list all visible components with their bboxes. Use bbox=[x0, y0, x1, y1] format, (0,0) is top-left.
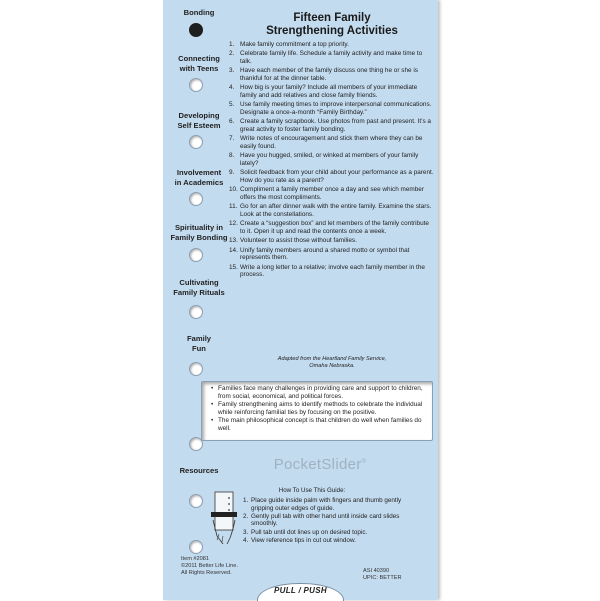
punch-hole bbox=[189, 540, 203, 554]
list-item bbox=[243, 537, 408, 545]
credit-line: Adapted from the Heartland Family Service, bbox=[277, 356, 387, 362]
list-item-number: 12. bbox=[229, 220, 238, 228]
tab-label-line: Family bbox=[186, 334, 212, 343]
list-item bbox=[229, 118, 434, 133]
tab-label-line: Developing bbox=[178, 111, 220, 120]
list-item bbox=[229, 67, 434, 82]
brand-name: PocketSlider bbox=[273, 456, 362, 473]
list-item-text: Volunteer to assist those without families. bbox=[240, 237, 357, 245]
step-text: Gently pull tab with other hand until inside card slides smoothly. bbox=[251, 512, 400, 528]
topic-dot-indicator bbox=[189, 23, 203, 37]
list-item bbox=[243, 513, 408, 528]
howto-steps bbox=[243, 497, 408, 545]
source-credit bbox=[232, 356, 432, 370]
list-item-number: 7. bbox=[229, 135, 235, 143]
punch-hole bbox=[189, 362, 203, 376]
punch-hole bbox=[189, 192, 203, 206]
list-item: • The main philosophical concept is that children do well when families do well. bbox=[211, 417, 429, 432]
credit-line: Omaha Nebraska. bbox=[309, 363, 355, 369]
step-number: 3. bbox=[243, 528, 249, 536]
list-item-number: 1. bbox=[229, 41, 235, 48]
list-item-text: Celebrate family life. Schedule a family activity and make time to talk. bbox=[240, 50, 423, 65]
list-item-number: 4. bbox=[229, 84, 235, 92]
upic-code: UPIC: BETTER bbox=[363, 575, 402, 581]
title-line: Fifteen Family bbox=[293, 12, 371, 24]
list-item-number: 5. bbox=[229, 101, 235, 109]
footer-codes bbox=[363, 568, 423, 582]
tab-connecting-with-teens[interactable] bbox=[168, 54, 230, 73]
tab-label-line: Connecting bbox=[178, 54, 220, 63]
punch-hole bbox=[189, 305, 203, 319]
tab-developing-self-esteem[interactable] bbox=[168, 111, 230, 130]
list-item-text: Create a “suggestion box” and let members of the family contribute to it. Open it up and read the contents once a week. bbox=[240, 220, 429, 235]
list-item bbox=[229, 220, 434, 235]
list-item-text: Unify family members around a shared motto or symbol that represents them. bbox=[240, 246, 410, 262]
tab-spirituality-in-family-bonding[interactable] bbox=[168, 223, 230, 242]
copyright-text: ©2011 Better Life Line. bbox=[181, 563, 238, 569]
list-item bbox=[229, 203, 434, 218]
step-number: 4. bbox=[243, 536, 249, 544]
tab-cultivating-family-rituals[interactable] bbox=[168, 278, 230, 297]
list-item bbox=[229, 84, 434, 99]
list-item-text: Have you hugged, smiled, or winked at members of your family lately? bbox=[240, 152, 419, 167]
list-item-text: Create a family scrapbook. Use photos from past and present. It’s a great activity to foster family bonding. bbox=[240, 118, 431, 133]
list-item bbox=[229, 152, 434, 167]
punch-hole bbox=[189, 494, 203, 508]
list-item-text: Have each member of the family discuss one thing he or she is thankful for at the dinner table. bbox=[240, 67, 418, 82]
punch-hole bbox=[189, 78, 203, 92]
footer-copyright bbox=[181, 556, 261, 577]
tab-label-line: Self Esteem bbox=[177, 120, 221, 130]
tab-involvement-in-academics[interactable] bbox=[168, 168, 230, 187]
list-item bbox=[229, 264, 434, 279]
list-item-text: Go for an after dinner walk with the entire family. Examine the stars. Look at the constellations. bbox=[240, 203, 432, 218]
list-item-text: Make family commitment a top priority. bbox=[240, 41, 349, 48]
list-item-number: 3. bbox=[229, 67, 235, 75]
tab-label-line: Family Rituals bbox=[173, 287, 225, 297]
list-item-text: How big is your family? Include all members of your immediate family and add relatives and close family friends. bbox=[240, 84, 418, 99]
hand-holding-guide-icon bbox=[205, 490, 243, 548]
tab-bonding[interactable] bbox=[168, 8, 230, 18]
brand-logo bbox=[225, 456, 415, 473]
list-item bbox=[243, 497, 408, 512]
list-item: • Families face many challenges in providing care and support to children, from social, economical, and political forces. bbox=[211, 385, 429, 400]
rights-text: All Rights Reserved. bbox=[181, 570, 232, 576]
step-number: 1. bbox=[243, 497, 249, 504]
list-item-number: 9. bbox=[229, 169, 235, 177]
tab-label-line: with Teens bbox=[179, 63, 219, 73]
list-item-number: 6. bbox=[229, 118, 235, 126]
tab-label-line: in Academics bbox=[174, 177, 224, 187]
tab-label-line: Family Bonding bbox=[170, 232, 228, 242]
page-title bbox=[232, 12, 432, 38]
list-item-text: Compliment a family member once a day and see which member offers the most compliments. bbox=[240, 186, 424, 201]
list-item-number: 13. bbox=[229, 237, 238, 245]
list-item-number: 10. bbox=[229, 186, 238, 194]
tab-label-line: Fun bbox=[192, 343, 206, 353]
step-text: View reference tips in cut out window. bbox=[251, 536, 356, 544]
list-item bbox=[243, 529, 408, 537]
list-item-text: Use family meeting times to improve interpersonal communications. Designate a once-a-month “Family Birthday.” bbox=[240, 101, 432, 116]
list-item bbox=[229, 50, 434, 65]
pull-tab-label[interactable]: PULL / PUSH bbox=[274, 586, 327, 595]
list-item-number: 8. bbox=[229, 152, 235, 160]
list-item-number: 15. bbox=[229, 263, 238, 271]
title-line: Strengthening Activities bbox=[266, 25, 398, 37]
list-item bbox=[229, 101, 434, 116]
cutout-window bbox=[201, 381, 433, 441]
asi-code: ASI 40390 bbox=[363, 568, 390, 574]
tab-label-line: Involvement bbox=[176, 168, 222, 177]
list-item-number: 11. bbox=[229, 203, 238, 211]
registered-mark: ® bbox=[361, 459, 367, 465]
list-item bbox=[229, 247, 434, 262]
list-item bbox=[229, 186, 434, 201]
window-tips-list bbox=[211, 385, 429, 433]
activities-list bbox=[229, 41, 434, 281]
tab-label-line: Cultivating bbox=[179, 278, 219, 287]
tab-family-fun[interactable] bbox=[168, 334, 230, 353]
tab-resources[interactable] bbox=[168, 466, 230, 476]
list-item: • Family strengthening aims to identify methods to celebrate the individual while reinforcing familial ties by focusing on the positive. bbox=[211, 401, 429, 416]
tab-label-line: Bonding bbox=[183, 8, 215, 17]
list-item bbox=[229, 169, 434, 184]
item-number: Item #2081 bbox=[181, 556, 209, 562]
list-item-number: 2. bbox=[229, 50, 235, 58]
list-item-text: Write notes of encouragement and stick them where they can be easily found. bbox=[240, 135, 423, 150]
list-item bbox=[229, 41, 434, 49]
step-text: Place guide inside palm with fingers and thumb gently gripping outer edges of guide. bbox=[251, 497, 402, 512]
howto-title: How To Use This Guide: bbox=[278, 487, 346, 494]
punch-hole bbox=[189, 248, 203, 262]
list-item bbox=[229, 237, 434, 245]
step-text: Pull tab until dot lines up on desired topic. bbox=[251, 528, 368, 536]
list-item-text: Solicit feedback from your child about your performance as a parent. How do you rate as a parent? bbox=[240, 169, 434, 184]
tab-label-line: Spirituality in bbox=[174, 223, 224, 232]
punch-hole bbox=[189, 135, 203, 149]
list-item bbox=[229, 135, 434, 150]
list-item-text: Write a long letter to a relative; involve each family member in the process. bbox=[240, 263, 425, 279]
step-number: 2. bbox=[243, 512, 249, 520]
list-item-number: 14. bbox=[229, 246, 238, 254]
tab-label-line: Resources bbox=[179, 466, 219, 475]
